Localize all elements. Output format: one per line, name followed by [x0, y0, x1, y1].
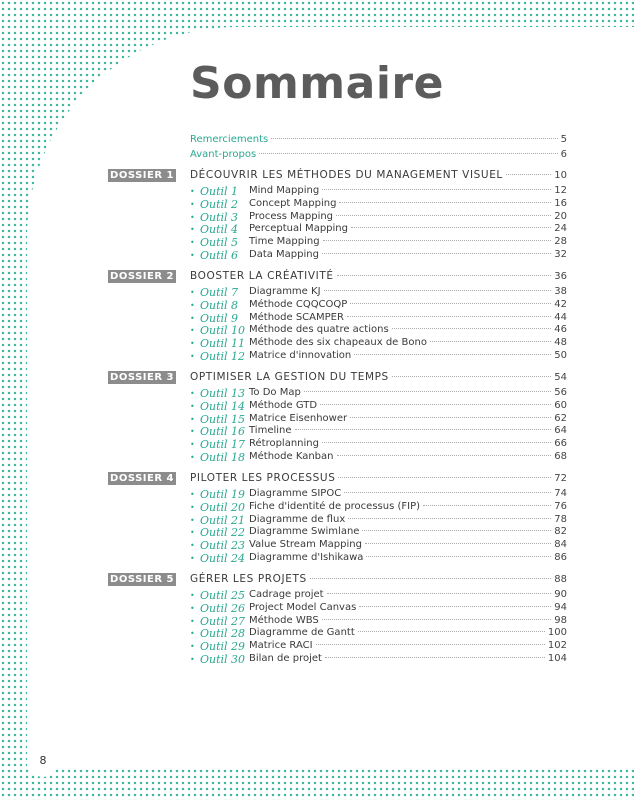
outil-number: Outil 16	[200, 425, 246, 439]
dot-leader	[392, 328, 552, 329]
toc-tool-entry[interactable]	[0, 653, 634, 666]
toc-page-number: 54	[554, 372, 567, 383]
toc-page-number: 20	[554, 210, 567, 222]
toc-entry-label: Data Mapping	[249, 249, 319, 260]
outil-number: Outil 14	[200, 399, 246, 413]
toc-page-number: 12	[554, 185, 567, 196]
bullet-icon: •	[190, 401, 195, 411]
toc-leader	[249, 400, 567, 411]
toc-tool-entry[interactable]	[0, 615, 634, 628]
dot-leader	[322, 442, 551, 443]
toc-page-number: 56	[554, 387, 567, 398]
bullet-icon: •	[190, 629, 195, 639]
toc-leader	[249, 286, 567, 297]
toc-tool-entry[interactable]	[0, 602, 634, 615]
dot-leader	[359, 606, 551, 607]
bullet-icon: •	[190, 313, 195, 323]
outil-number: Outil 10	[200, 324, 246, 338]
toc-tool-entry[interactable]	[0, 312, 634, 325]
toc-entry-label: Process Mapping	[249, 210, 334, 222]
dot-leader	[271, 138, 557, 139]
toc-entry-label: Méthode CQQCOQP	[249, 298, 348, 310]
dot-leader	[366, 556, 551, 557]
toc-entry-label: Diagramme KJ	[249, 286, 321, 297]
toc-page-number: 10	[554, 170, 567, 181]
toc-leader	[249, 640, 567, 651]
outil-number: Outil 21	[200, 513, 246, 527]
toc-leader	[249, 350, 567, 361]
toc-page-number: 76	[554, 500, 567, 512]
dossier-badge: DOSSIER 5	[108, 573, 176, 586]
toc-tool-entry[interactable]	[0, 211, 634, 224]
toc-page-number: 66	[554, 438, 567, 450]
toc-leader	[249, 488, 567, 499]
toc-leader	[249, 627, 567, 638]
toc-page-number: 100	[547, 627, 567, 639]
outil-number: Outil 1	[200, 185, 239, 198]
toc-tool-entry[interactable]	[0, 552, 634, 565]
toc-leader	[249, 236, 567, 247]
toc-entry-label: Méthode GTD	[249, 399, 318, 411]
page-number: 8	[27, 745, 59, 777]
dot-leader	[304, 391, 551, 392]
toc-page-number: 36	[554, 271, 567, 282]
toc-intro-entry[interactable]	[0, 149, 634, 162]
bullet-icon: •	[190, 251, 195, 260]
toc-leader	[249, 185, 567, 196]
toc-tool-entry[interactable]	[0, 400, 634, 413]
toc-entry-label: Mind Mapping	[249, 185, 320, 196]
toc-tool-entry[interactable]	[0, 451, 634, 464]
dot-leader	[323, 240, 552, 241]
toc-entry-label: Diagramme d'Ishikawa	[249, 552, 364, 563]
bullet-icon: •	[190, 414, 195, 424]
toc-leader	[249, 653, 567, 664]
toc-leader	[190, 169, 567, 181]
dot-leader	[337, 275, 552, 276]
bullet-icon: •	[190, 288, 195, 297]
toc-tool-entry[interactable]	[0, 501, 634, 514]
toc-page-number: 68	[554, 451, 567, 462]
toc-entry-label: Matrice RACI	[249, 640, 313, 652]
toc-tool-entry[interactable]	[0, 640, 634, 653]
toc-page-number: 78	[554, 513, 567, 525]
bullet-icon: •	[190, 440, 195, 450]
toc-page-number: 16	[554, 197, 567, 209]
toc-leader	[249, 526, 567, 537]
toc-entry-label: Cadrage projet	[249, 589, 324, 600]
bullet-icon: •	[190, 528, 195, 538]
dot-leader	[322, 189, 551, 190]
dot-leader	[316, 644, 545, 645]
toc-entry-label: Bilan de projet	[249, 653, 322, 664]
dot-leader	[351, 227, 551, 228]
toc-page-number: 50	[554, 350, 567, 361]
toc-tool-entry[interactable]	[0, 627, 634, 640]
bullet-icon: •	[190, 187, 195, 196]
toc-leader	[249, 324, 567, 335]
bullet-icon: •	[190, 326, 195, 336]
toc-page-number: 72	[554, 473, 567, 484]
toc-leader	[249, 413, 567, 424]
toc-page-number: 90	[554, 589, 567, 600]
toc-tool-entry[interactable]	[0, 488, 634, 501]
toc-leader	[249, 539, 567, 550]
toc-entry-label: GÉRER LES PROJETS	[190, 573, 307, 585]
dot-leader	[344, 492, 551, 493]
toc-entry-label: Diagramme Swimlane	[249, 526, 360, 538]
bullet-icon: •	[190, 515, 195, 525]
outil-number: Outil 3	[200, 210, 239, 224]
toc-tool-entry[interactable]	[0, 185, 634, 198]
toc-leader	[249, 552, 567, 563]
toc-tool-entry[interactable]	[0, 198, 634, 211]
outil-number: Outil 8	[200, 298, 239, 312]
toc-leader	[190, 573, 567, 585]
toc-leader	[249, 438, 567, 449]
outil-number: Outil 25	[200, 589, 246, 602]
outil-number: Outil 30	[200, 653, 246, 666]
toc-entry-label: DÉCOUVRIR LES MÉTHODES DU MANAGEMENT VISUEL	[190, 169, 503, 181]
toc-dossier-entry[interactable]	[0, 472, 634, 485]
outil-number: Outil 22	[200, 526, 246, 540]
toc-tool-entry[interactable]	[0, 249, 634, 262]
toc-leader	[190, 149, 567, 160]
toc-page-number: 46	[554, 324, 567, 336]
outil-number: Outil 23	[200, 539, 246, 553]
toc-tool-entry[interactable]	[0, 286, 634, 299]
toc-entry-label: Avant-propos	[190, 149, 257, 160]
dot-leader	[350, 303, 551, 304]
dot-leader	[324, 290, 552, 291]
toc-leader	[249, 249, 567, 260]
dot-leader	[322, 619, 552, 620]
bullet-icon: •	[190, 591, 195, 600]
toc-dossier-entry[interactable]	[0, 169, 634, 182]
toc-leader	[249, 615, 567, 626]
dossier-badge: DOSSIER 3	[108, 371, 176, 384]
toc-entry-label: Méthode des quatre actions	[249, 324, 389, 336]
toc-leader	[249, 387, 567, 398]
bullet-icon: •	[190, 225, 195, 235]
outil-number: Outil 24	[200, 552, 246, 565]
toc-leader	[190, 371, 567, 383]
toc-intro-entry[interactable]	[0, 134, 634, 147]
dot-leader	[325, 657, 545, 658]
toc-entry-label: Rétroplanning	[249, 438, 319, 450]
outil-number: Outil 6	[200, 249, 239, 262]
bullet-icon: •	[190, 655, 195, 664]
toc-entry-label: Perceptual Mapping	[249, 223, 348, 235]
toc-page-number: 88	[554, 574, 567, 585]
bullet-icon: •	[190, 554, 195, 563]
toc-leader	[249, 337, 567, 348]
bullet-icon: •	[190, 389, 195, 398]
toc-page-number: 104	[547, 653, 567, 664]
bullet-icon: •	[190, 352, 195, 361]
toc-page-number: 94	[554, 601, 567, 613]
toc-leader	[249, 589, 567, 600]
toc-entry-label: Diagramme SIPOC	[249, 488, 342, 499]
toc-page-number: 98	[554, 614, 567, 626]
toc-tool-entry[interactable]	[0, 589, 634, 602]
toc-tool-entry[interactable]	[0, 236, 634, 249]
toc-tool-entry[interactable]	[0, 350, 634, 363]
toc-entry-label: Project Model Canvas	[249, 601, 357, 613]
dossier-badge: DOSSIER 1	[108, 169, 176, 182]
outil-number: Outil 28	[200, 627, 246, 641]
dot-leader	[354, 354, 551, 355]
outil-number: Outil 7	[200, 286, 239, 299]
outil-number: Outil 4	[200, 223, 239, 237]
toc-tool-entry[interactable]	[0, 413, 634, 426]
toc-entry-label: Matrice Eisenhower	[249, 412, 348, 424]
bullet-icon: •	[190, 300, 195, 310]
outil-number: Outil 12	[200, 350, 246, 363]
dot-leader	[295, 429, 552, 430]
dot-leader	[365, 543, 551, 544]
bullet-icon: •	[190, 453, 195, 462]
toc-page-number: 6	[560, 149, 567, 160]
toc-page-number: 82	[554, 526, 567, 538]
toc-entry-label: Méthode WBS	[249, 614, 319, 626]
toc-dossier-entry[interactable]	[0, 371, 634, 384]
toc-tool-entry[interactable]	[0, 324, 634, 337]
toc-tool-entry[interactable]	[0, 387, 634, 400]
toc-entry-label: Diagramme de flux	[249, 513, 346, 525]
toc-entry-label: Value Stream Mapping	[249, 539, 362, 551]
dot-leader	[362, 530, 551, 531]
toc-page-number: 5	[560, 134, 567, 145]
toc-entry-label: PILOTER LES PROCESSUS	[190, 472, 336, 484]
toc-entry-label: Timeline	[249, 425, 292, 437]
dot-leader	[310, 578, 552, 579]
toc-page-number: 84	[554, 539, 567, 551]
toc-tool-entry[interactable]	[0, 438, 634, 451]
dot-leader	[423, 505, 551, 506]
toc-leader	[249, 501, 567, 512]
toc-leader	[190, 270, 567, 282]
dot-leader	[358, 631, 545, 632]
dossier-badge: DOSSIER 4	[108, 472, 176, 485]
toc-tool-entry[interactable]	[0, 223, 634, 236]
toc-leader	[249, 198, 567, 209]
toc-page-number: 62	[554, 412, 567, 424]
dot-leader	[322, 253, 551, 254]
toc-leader	[249, 451, 567, 462]
toc-leader	[249, 299, 567, 310]
toc-entry-label: Remerciements	[190, 134, 269, 145]
outil-number: Outil 9	[200, 311, 239, 325]
outil-number: Outil 13	[200, 387, 246, 400]
toc-dossier-entry[interactable]	[0, 573, 634, 586]
toc-page-number: 32	[554, 249, 567, 260]
toc-entry-label: OPTIMISER LA GESTION DU TEMPS	[190, 371, 389, 383]
bullet-icon: •	[190, 427, 195, 437]
toc-leader	[249, 514, 567, 525]
page-title: Sommaire	[190, 58, 444, 109]
bullet-icon: •	[190, 212, 195, 222]
toc-dossier-entry[interactable]	[0, 270, 634, 283]
toc-page-number: 86	[554, 552, 567, 563]
toc-tool-entry[interactable]	[0, 425, 634, 438]
toc-entry-label: Diagramme de Gantt	[249, 627, 355, 639]
outil-number: Outil 27	[200, 614, 246, 628]
toc-page-number: 74	[554, 488, 567, 499]
toc-entry-label: Méthode des six chapeaux de Bono	[249, 337, 427, 349]
toc-page-number: 102	[547, 640, 567, 652]
toc-leader	[249, 223, 567, 234]
toc-page-number: 42	[554, 298, 567, 310]
dot-leader	[338, 477, 551, 478]
toc-leader	[190, 472, 567, 484]
toc-tool-entry[interactable]	[0, 337, 634, 350]
dot-leader	[336, 215, 551, 216]
dot-leader	[320, 404, 551, 405]
outil-number: Outil 26	[200, 601, 246, 615]
bullet-icon: •	[190, 238, 195, 248]
dot-leader	[339, 202, 551, 203]
bullet-icon: •	[190, 642, 195, 652]
toc-entry-label: Fiche d'identité de processus (FIP)	[249, 500, 421, 512]
toc-leader	[249, 211, 567, 222]
toc-tool-entry[interactable]	[0, 514, 634, 527]
bullet-icon: •	[190, 541, 195, 551]
toc-tool-entry[interactable]	[0, 299, 634, 312]
toc-leader	[190, 134, 567, 145]
toc-tool-entry[interactable]	[0, 539, 634, 552]
toc-entry-label: Matrice d'innovation	[249, 350, 352, 361]
toc-entry-label: Méthode SCAMPER	[249, 311, 344, 323]
dot-leader	[506, 174, 551, 175]
outil-number: Outil 19	[200, 488, 246, 501]
dot-leader	[347, 316, 551, 317]
bullet-icon: •	[190, 490, 195, 499]
outil-number: Outil 5	[200, 236, 239, 250]
dot-leader	[430, 341, 551, 342]
toc-page-number: 60	[554, 399, 567, 411]
outil-number: Outil 11	[200, 337, 246, 351]
toc-entry-label: To Do Map	[249, 387, 301, 398]
toc-entry-label: Time Mapping	[249, 236, 320, 248]
toc-entry-label: Concept Mapping	[249, 197, 337, 209]
outil-number: Outil 2	[200, 197, 239, 211]
toc-leader	[249, 425, 567, 436]
bullet-icon: •	[190, 502, 195, 512]
dot-leader	[350, 417, 551, 418]
bullet-icon: •	[190, 199, 195, 209]
dot-leader	[337, 455, 552, 456]
toc-page-number: 44	[554, 311, 567, 323]
dossier-badge: DOSSIER 2	[108, 270, 176, 283]
outil-number: Outil 20	[200, 500, 246, 514]
toc-page-number: 28	[554, 236, 567, 248]
dot-leader	[327, 593, 552, 594]
outil-number: Outil 18	[200, 451, 246, 464]
toc-leader	[249, 312, 567, 323]
bullet-icon: •	[190, 339, 195, 349]
dot-leader	[259, 153, 557, 154]
toc-page-number: 64	[554, 425, 567, 437]
toc-page-number: 48	[554, 337, 567, 349]
outil-number: Outil 15	[200, 412, 246, 426]
toc-entry-label: Méthode Kanban	[249, 451, 334, 462]
toc-tool-entry[interactable]	[0, 526, 634, 539]
toc-page-number: 38	[554, 286, 567, 297]
toc-entry-label: BOOSTER LA CRÉATIVITÉ	[190, 270, 334, 282]
dot-leader	[392, 376, 551, 377]
bullet-icon: •	[190, 616, 195, 626]
dot-leader	[348, 518, 551, 519]
outil-number: Outil 29	[200, 640, 246, 654]
toc-leader	[249, 602, 567, 613]
outil-number: Outil 17	[200, 438, 246, 452]
bullet-icon: •	[190, 603, 195, 613]
toc-page-number: 24	[554, 223, 567, 235]
